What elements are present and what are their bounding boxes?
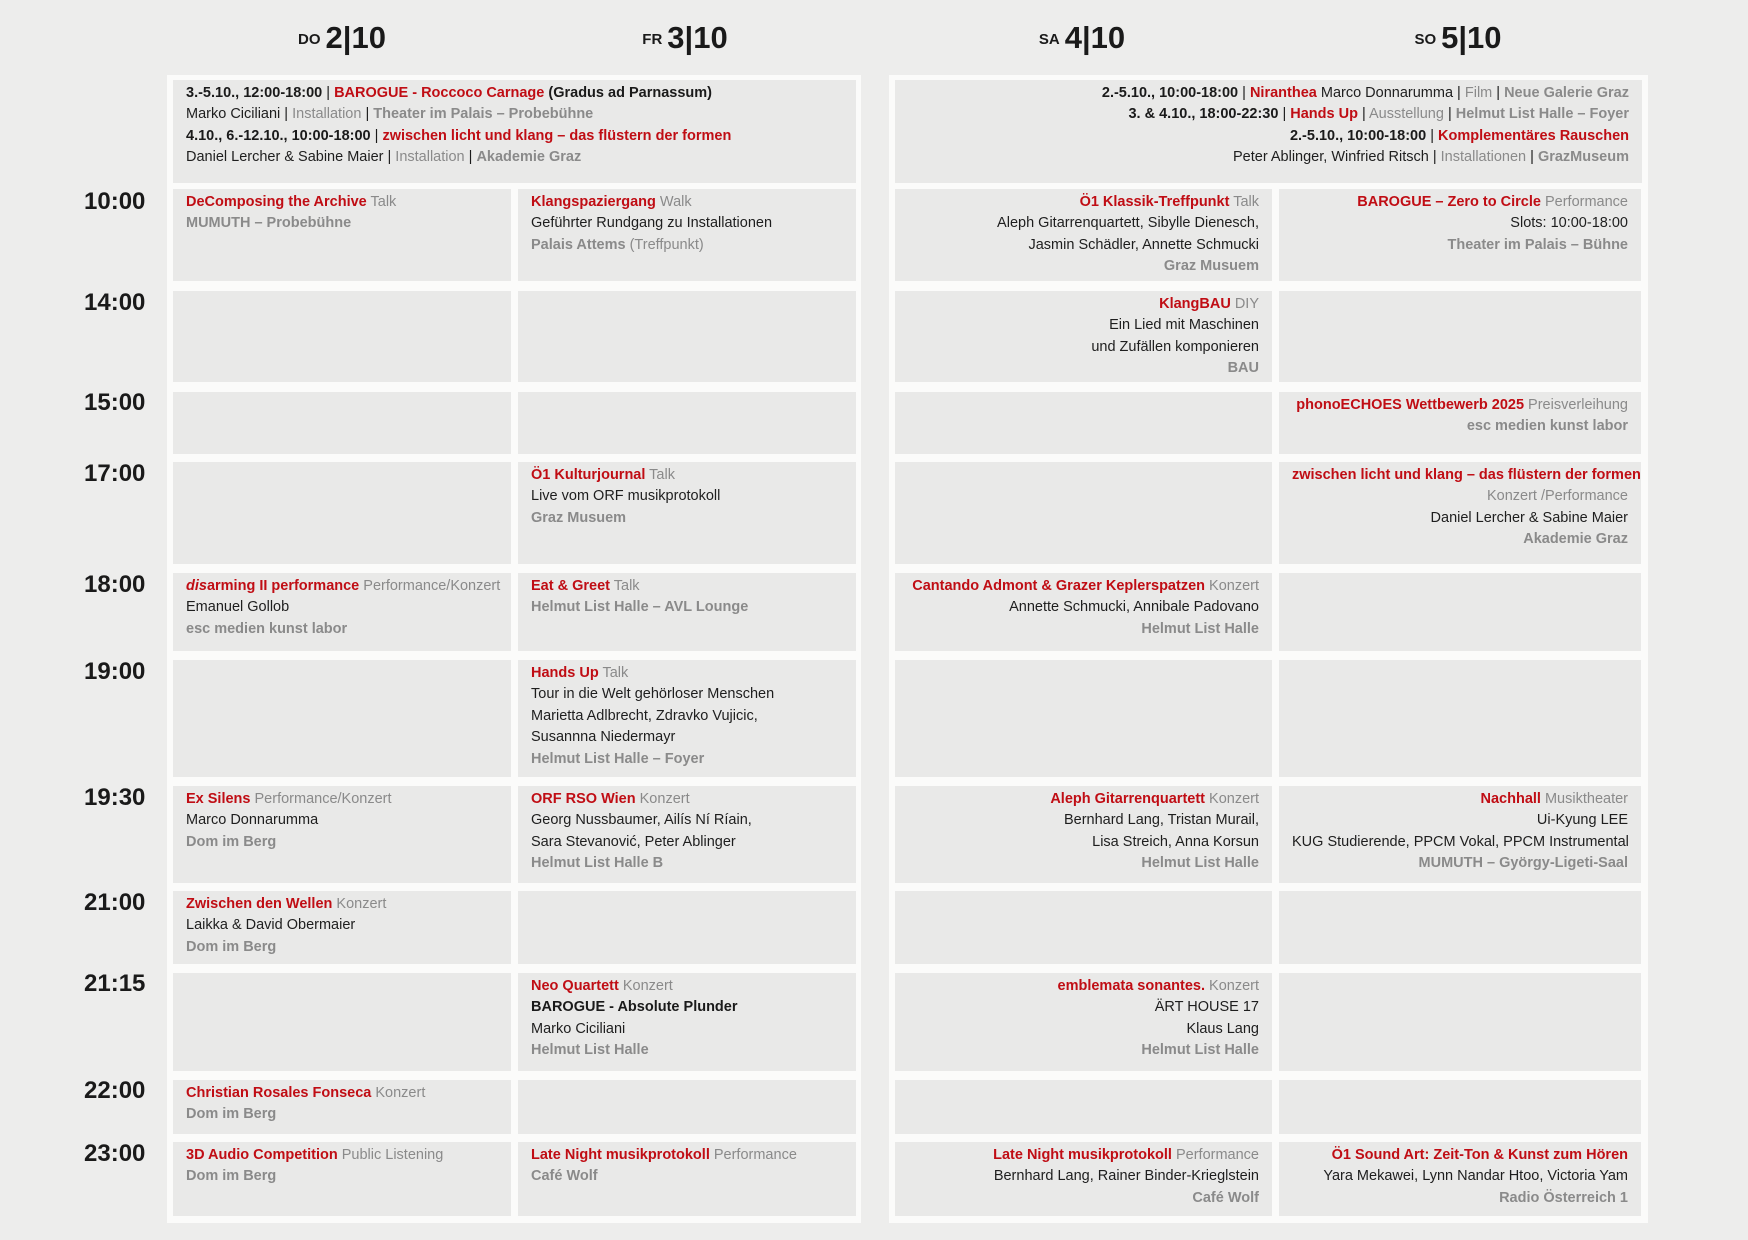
event-venue: esc medien kunst labor [186, 620, 348, 637]
event-cell [895, 189, 1272, 281]
event-venue: Dom im Berg [186, 833, 277, 850]
event-text: Bernhard Lang, Tristan Murail, [1063, 812, 1259, 829]
empty-cell [895, 891, 1272, 964]
empty-cell [895, 1080, 1272, 1134]
day-abbr: DO [298, 31, 321, 48]
cell-line [186, 810, 498, 831]
event-cell [173, 1080, 511, 1134]
event-text: Aleph Gitarrenquartett, Sibylle Dienesch, [997, 215, 1259, 232]
event-cell [1279, 189, 1641, 281]
event-text: Bernhard Lang, Rainer Binder-Krieglstein [993, 1168, 1259, 1185]
cell-line [531, 663, 843, 684]
separator: | [1357, 106, 1369, 123]
cell-line [186, 832, 498, 853]
event-venue: Graz Musuem [531, 509, 627, 526]
cell-line [908, 619, 1259, 640]
event-text: Marietta Adlbrecht, Zdravko Vujicic, [531, 707, 758, 724]
time-label: 10:00 [84, 188, 146, 215]
separator: | [1278, 106, 1291, 123]
event-venue: Dom im Berg [186, 938, 277, 955]
event-note: 4.10., 6.-12.10., 10:00-18:00 [186, 127, 371, 144]
event-title: Cantando Admont & Grazer Keplerspatzen [912, 578, 1205, 594]
cell-line [531, 1019, 843, 1040]
cell-line [908, 83, 1629, 104]
empty-cell [1279, 973, 1641, 1071]
event-venue: Helmut List Halle [1141, 620, 1259, 637]
cell-line [531, 810, 843, 831]
event-note: (Gradus ad Parnassum) [544, 85, 712, 101]
empty-cell [895, 660, 1272, 777]
event-text: ÄRT HOUSE 17 [1154, 999, 1259, 1016]
event-venue: MUMUTH – Probebühne [186, 215, 352, 232]
event-text: Jasmin Schädler, Annette Schmucki [1028, 236, 1259, 253]
event-venue: Helmut List Halle – Foyer [531, 750, 705, 767]
separator: | [1428, 149, 1441, 166]
event-text: Yara Mekawei, Lynn Nandar Htoo, Victoria Yam [1323, 1168, 1628, 1185]
cell-line [1292, 1145, 1628, 1166]
cell-line [531, 789, 843, 810]
event-text: Ui-Kyung LEE [1536, 812, 1628, 829]
event-cell [518, 462, 856, 564]
event-text: Sara Stevanović, Peter Ablinger [531, 833, 736, 850]
cell-line [531, 997, 843, 1018]
event-title: Ö1 Kulturjournal [531, 467, 646, 483]
cell-line [186, 597, 498, 618]
cell-line [1292, 810, 1628, 831]
empty-cell [1279, 291, 1641, 382]
empty-cell [173, 392, 511, 454]
event-venue: Neue Galerie Graz [1504, 85, 1629, 101]
event-type: Konzert [371, 1085, 426, 1101]
cell-line [908, 213, 1259, 234]
cell-line [531, 727, 843, 748]
cell-line [531, 1145, 843, 1166]
cell-line [908, 1188, 1259, 1209]
day-date: 3|10 [667, 20, 728, 55]
empty-cell [518, 891, 856, 964]
empty-cell [173, 660, 511, 777]
time-label: 14:00 [84, 289, 146, 316]
event-text: Marko Ciciliani [531, 1020, 626, 1037]
event-type: Performance [1540, 194, 1628, 210]
event-text: Live vom ORF musikprotokoll [531, 488, 721, 505]
event-type: Performance [1171, 1147, 1259, 1163]
event-title: Ö1 Klassik-Treffpunkt [1079, 194, 1230, 210]
event-text: Susannna Niedermayr [531, 729, 676, 746]
cell-line [186, 192, 498, 213]
day-date: 2|10 [325, 20, 386, 55]
cell-line [1292, 832, 1628, 853]
empty-cell [1279, 660, 1641, 777]
event-title: Nachhall [1480, 791, 1541, 807]
day-date: 4|10 [1064, 20, 1126, 55]
cell-line [908, 597, 1259, 618]
cell-line [1292, 213, 1628, 234]
cell-line [908, 1040, 1259, 1061]
day-header-sunday [1338, 20, 1578, 64]
event-cell [173, 189, 511, 281]
event-cell [173, 1142, 511, 1216]
cell-line [908, 997, 1259, 1018]
event-title: zwischen licht und klang – das flüstern der formen [1292, 467, 1641, 483]
cell-line [908, 1166, 1259, 1187]
event-venue: Helmut List Halle [531, 1042, 649, 1059]
event-type: (Treffpunkt) [625, 236, 704, 253]
cell-line [531, 853, 843, 874]
cell-line [186, 915, 498, 936]
separator: | [464, 149, 477, 166]
separator: | [1526, 149, 1538, 166]
cell-line [186, 619, 498, 640]
day-date: 5|10 [1441, 20, 1502, 55]
event-type: Walk [655, 194, 692, 210]
event-title: 3D Audio Competition [186, 1147, 338, 1163]
cell-line [908, 976, 1259, 997]
event-note: 3.-5.10., 12:00-18:00 [186, 85, 323, 101]
cell-line [186, 147, 843, 168]
event-note: 2.-5.10., 10:00-18:00 [1289, 127, 1427, 144]
cell-line [908, 147, 1629, 168]
empty-cell [518, 291, 856, 382]
event-type: Talk [598, 665, 629, 681]
cell-line [908, 1145, 1259, 1166]
event-note: 2.-5.10., 10:00-18:00 [1101, 85, 1239, 101]
event-cell [518, 786, 856, 883]
event-text: Annette Schmucki, Annibale Padovano [1009, 599, 1259, 616]
cell-line [531, 576, 843, 597]
empty-cell [895, 392, 1272, 454]
event-cell [895, 1142, 1272, 1216]
event-type: Preisverleihung [1524, 397, 1628, 413]
day-header-friday [565, 20, 805, 64]
cell-line [908, 810, 1259, 831]
event-type: Talk [1229, 194, 1259, 210]
cell-line [1292, 853, 1628, 874]
cell-line [186, 937, 498, 958]
event-type: Konzert [1205, 978, 1259, 994]
event-title: Niranthea [1249, 85, 1317, 101]
cell-line [1292, 416, 1628, 437]
event-cell [1279, 462, 1641, 564]
cell-line [186, 1104, 498, 1125]
event-title: emblemata sonantes. [1057, 978, 1205, 994]
event-venue: GrazMuseum [1537, 149, 1629, 166]
event-venue: Helmut List Halle [1141, 1042, 1259, 1059]
event-cell [1279, 1142, 1641, 1216]
cell-line [186, 1083, 498, 1104]
event-title: Hands Up [531, 665, 599, 681]
event-title: KlangBAU [1159, 296, 1231, 312]
event-text: Marco Donnarumma [186, 812, 319, 829]
event-title: BAROGUE - Roccoco Carnage [334, 85, 545, 101]
day-abbr: SO [1414, 31, 1437, 48]
time-label: 17:00 [84, 460, 146, 487]
cell-line [186, 83, 843, 104]
empty-cell [518, 392, 856, 454]
multiday-block-right [895, 80, 1642, 183]
cell-line [908, 235, 1259, 256]
day-header-thursday [222, 20, 462, 64]
event-type: Performance/Konzert [359, 578, 501, 594]
time-label: 22:00 [84, 1077, 146, 1104]
event-title: BAROGUE – Zero to Circle [1357, 194, 1541, 210]
cell-line [908, 832, 1259, 853]
event-note: BAROGUE - Absolute Plunder [531, 999, 738, 1016]
cell-line [186, 894, 498, 915]
event-title: phonoECHOES Wettbewerb 2025 [1296, 397, 1525, 413]
time-label: 23:00 [84, 1140, 146, 1167]
event-venue: Theater im Palais – Probebühne [373, 106, 594, 123]
separator: | [383, 149, 396, 166]
event-cell [518, 660, 856, 777]
event-text: Marco Donnarumma [1316, 85, 1454, 101]
multiday-block-left [173, 80, 856, 183]
event-type: Installation [292, 106, 362, 123]
cell-line [1292, 192, 1628, 213]
event-venue: Helmut List Halle – AVL Lounge [531, 599, 749, 616]
separator: | [322, 85, 335, 101]
cell-line [1292, 235, 1628, 256]
cell-line [1292, 486, 1628, 507]
cell-line [908, 315, 1259, 336]
event-type: Film [1464, 85, 1493, 101]
event-title: ORF RSO Wien [531, 791, 636, 807]
cell-line [531, 1166, 843, 1187]
event-cell [895, 573, 1272, 651]
empty-cell [895, 462, 1272, 564]
event-title: Christian Rosales Fonseca [186, 1085, 372, 1101]
cell-line [1292, 1166, 1628, 1187]
cell-line [1292, 789, 1628, 810]
separator: | [1443, 106, 1456, 123]
day-abbr: FR [642, 31, 663, 48]
event-title: dis [186, 578, 207, 594]
event-cell [518, 573, 856, 651]
cell-line [186, 213, 498, 234]
event-venue: Theater im Palais – Bühne [1447, 236, 1628, 253]
event-venue: Palais Attems [531, 236, 626, 253]
event-title: Late Night musikprotokoll [993, 1147, 1172, 1163]
event-text: Geführter Rundgang zu Installationen [531, 215, 773, 232]
cell-line [186, 1145, 498, 1166]
event-cell [173, 786, 511, 883]
event-text: Marko Ciciliani [186, 106, 281, 123]
event-type: Konzert [635, 791, 690, 807]
event-cell [895, 291, 1272, 382]
event-type: Konzert [332, 896, 387, 912]
empty-cell [1279, 573, 1641, 651]
event-venue: esc medien kunst labor [1466, 418, 1628, 435]
event-type: DIY [1230, 296, 1259, 312]
event-type: Performance [709, 1147, 797, 1163]
event-venue: Dom im Berg [186, 1106, 277, 1123]
time-label: 21:00 [84, 889, 146, 916]
cell-line [531, 465, 843, 486]
cell-line [531, 213, 843, 234]
empty-cell [173, 973, 511, 1071]
event-venue: Dom im Berg [186, 1168, 277, 1185]
time-label: 19:00 [84, 658, 146, 685]
event-note: 3. & 4.10., 18:00-22:30 [1128, 106, 1279, 123]
event-title: Ö1 Sound Art: Zeit-Ton & Kunst zum Hören [1331, 1147, 1628, 1163]
cell-line [908, 853, 1259, 874]
event-type: Talk [366, 194, 397, 210]
event-type: Talk [609, 578, 640, 594]
event-venue: Café Wolf [531, 1168, 598, 1185]
day-abbr: SA [1038, 31, 1060, 48]
event-venue: Café Wolf [1192, 1189, 1259, 1206]
event-cell [518, 189, 856, 281]
separator: | [1492, 85, 1505, 101]
time-label: 15:00 [84, 389, 146, 416]
cell-line [531, 832, 843, 853]
cell-line [1292, 529, 1628, 550]
event-venue: Radio Österreich 1 [1499, 1189, 1628, 1206]
event-text: KUG Studierende, PPCM Vokal, PPCM Instrumental [1292, 833, 1629, 850]
event-type: Talk [645, 467, 675, 483]
cell-line [531, 749, 843, 770]
empty-cell [1279, 891, 1641, 964]
event-venue: MUMUTH – György-Ligeti-Saal [1418, 855, 1628, 872]
event-cell [1279, 392, 1641, 454]
empty-cell [173, 462, 511, 564]
event-venue: Akademie Graz [1523, 531, 1628, 548]
event-type: Konzert [618, 978, 673, 994]
event-text: Laikka & David Obermaier [186, 917, 356, 934]
event-title: Klangspaziergang [531, 194, 656, 210]
separator: | [361, 106, 374, 123]
event-type: Public Listening [337, 1147, 444, 1163]
separator: | [1238, 85, 1250, 101]
separator: | [1426, 127, 1439, 144]
cell-line [1292, 465, 1641, 486]
cell-line [531, 192, 843, 213]
event-title: arming II performance [206, 578, 360, 594]
event-cell [173, 573, 511, 651]
event-cell [1279, 786, 1641, 883]
event-text: Slots: 10:00-18:00 [1510, 215, 1628, 232]
cell-line [531, 486, 843, 507]
cell-line [186, 576, 501, 597]
event-title: Komplementäres Rauschen [1438, 127, 1629, 144]
event-type: Performance/Konzert [250, 791, 392, 807]
cell-line [908, 126, 1629, 147]
cell-line [186, 126, 843, 147]
separator: | [370, 127, 383, 144]
event-title: Zwischen den Wellen [186, 896, 333, 912]
event-title: Hands Up [1290, 106, 1358, 123]
event-title: Ex Silens [186, 791, 251, 807]
time-label: 21:15 [84, 970, 146, 997]
event-text: und Zufällen komponieren [1091, 338, 1259, 355]
empty-cell [1279, 1080, 1641, 1134]
event-text: Klaus Lang [1186, 1020, 1259, 1037]
event-venue: Helmut List Halle [1141, 855, 1259, 872]
cell-line [1292, 508, 1628, 529]
event-type: Ausstellung [1368, 106, 1444, 123]
event-venue: Graz Musuem [1163, 258, 1259, 275]
cell-line [531, 508, 843, 529]
event-type: Musiktheater [1540, 791, 1628, 807]
event-cell [518, 973, 856, 1071]
event-cell [173, 891, 511, 964]
event-title: DeComposing the Archive [186, 194, 367, 210]
event-type: Installation [395, 149, 465, 166]
day-header-saturday [962, 20, 1202, 64]
cell-line [531, 706, 843, 727]
event-type: Konzert /Performance [1486, 488, 1628, 505]
event-title: Aleph Gitarrenquartett [1050, 791, 1205, 807]
cell-line [908, 192, 1259, 213]
event-title: Neo Quartett [531, 978, 619, 994]
event-venue: BAU [1227, 360, 1259, 377]
empty-cell [173, 291, 511, 382]
cell-line [186, 104, 843, 125]
cell-line [186, 1166, 498, 1187]
cell-line [908, 358, 1259, 379]
empty-cell [518, 1080, 856, 1134]
event-venue: Helmut List Halle – Foyer [1455, 106, 1629, 123]
event-cell [895, 973, 1272, 1071]
cell-line [908, 1019, 1259, 1040]
event-text: Daniel Lercher & Sabine Maier [1430, 509, 1628, 526]
cell-line [531, 976, 843, 997]
event-text: Emanuel Gollob [186, 599, 290, 616]
event-venue: Akademie Graz [476, 149, 582, 166]
event-title: Late Night musikprotokoll [531, 1147, 710, 1163]
cell-line [908, 789, 1259, 810]
event-title: Eat & Greet [531, 578, 610, 594]
event-text: Ein Lied mit Maschinen [1109, 317, 1259, 334]
event-text: Lisa Streich, Anna Korsun [1092, 833, 1259, 850]
cell-line [908, 104, 1629, 125]
cell-line [908, 576, 1259, 597]
event-text: Peter Ablinger, Winfried Ritsch [1232, 149, 1429, 166]
event-venue: Helmut List Halle B [531, 855, 664, 872]
cell-line [186, 789, 498, 810]
event-text: Daniel Lercher & Sabine Maier [186, 149, 384, 166]
event-type: Installationen [1440, 149, 1527, 166]
cell-line [1292, 395, 1628, 416]
event-type: Konzert [1205, 578, 1259, 594]
cell-line [908, 256, 1259, 277]
time-label: 18:00 [84, 571, 146, 598]
event-text: Georg Nussbaumer, Ailís Ní Ríain, [531, 812, 752, 829]
cell-line [531, 684, 843, 705]
time-label: 19:30 [84, 784, 146, 811]
event-cell [518, 1142, 856, 1216]
event-type: Konzert [1205, 791, 1259, 807]
cell-line [531, 235, 843, 256]
separator: | [1453, 85, 1465, 101]
cell-line [908, 337, 1259, 358]
event-title: zwischen licht und klang – das flüstern der formen [382, 127, 732, 144]
separator: | [280, 106, 293, 123]
cell-line [531, 597, 843, 618]
event-cell [895, 786, 1272, 883]
cell-line [908, 294, 1259, 315]
event-text: Tour in die Welt gehörloser Menschen [531, 686, 775, 703]
cell-line [531, 1040, 843, 1061]
cell-line [1292, 1188, 1628, 1209]
